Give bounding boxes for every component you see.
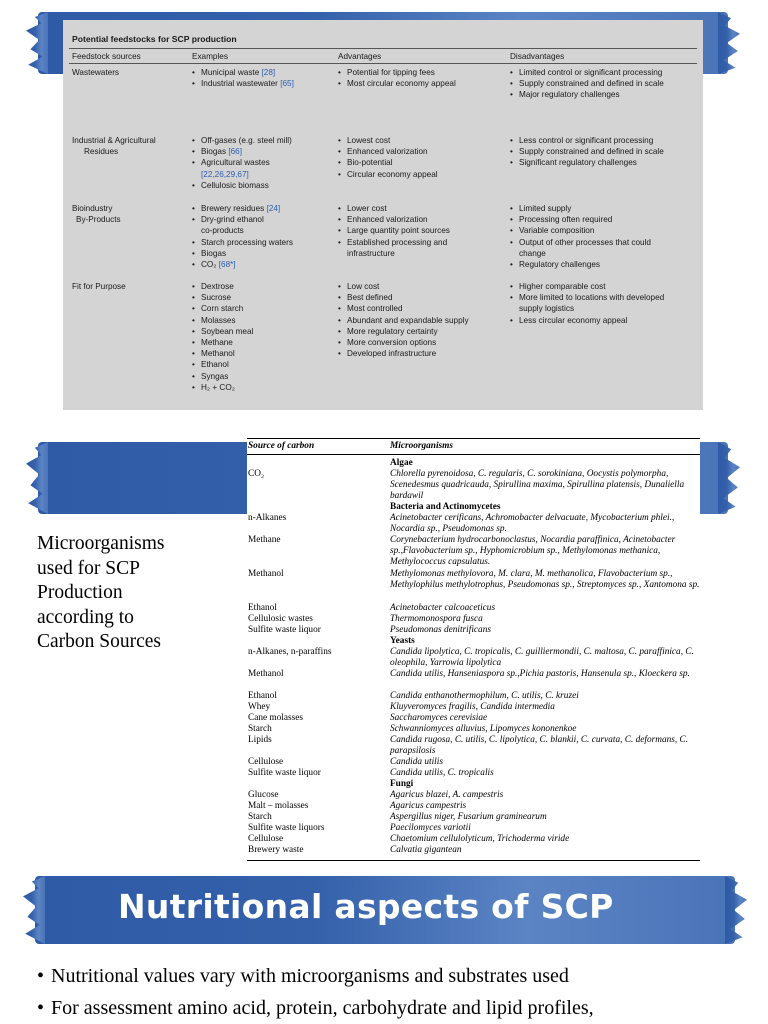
header-examples: Examples bbox=[192, 52, 228, 61]
row-byproducts-examples: • Brewery residues [24] • Dry-grind ethanol co-products • Starch processing waters • Biogas • CO₂ [68*] bbox=[192, 203, 327, 270]
header-feedstock-sources: Feedstock sources bbox=[72, 52, 141, 61]
table-bottom-rule bbox=[247, 860, 700, 861]
header-microorganisms: Microorganisms bbox=[390, 441, 454, 451]
side-caption: Microorganisms used for SCP Production according to Carbon Sources bbox=[37, 533, 165, 652]
group-yeasts: Yeasts bbox=[390, 636, 415, 646]
row-byproducts-source: Bioindustry By-Products bbox=[72, 204, 121, 225]
row-wastewaters-source: Wastewaters bbox=[72, 68, 120, 77]
header-rule bbox=[69, 63, 697, 64]
bullet-dot-icon: • bbox=[37, 997, 45, 1019]
bullet-dot-icon: • bbox=[37, 965, 45, 987]
row-residues-source: Industrial & Agricultural Residues bbox=[72, 136, 156, 157]
header-rule bbox=[247, 454, 700, 455]
row-fit-for-purpose-disadvantages: • Higher comparable cost • More limited to locations with developed supply logistics • Less circular economy appeal bbox=[510, 281, 685, 326]
group-bacteria-actinomycetes: Bacteria and Actinomycetes bbox=[390, 502, 501, 512]
table-top-rule bbox=[247, 438, 700, 439]
header-source-of-carbon: Source of carbon bbox=[248, 441, 315, 451]
row-byproducts-disadvantages: • Limited supply • Processing often required • Variable composition • Output of other processes that could change • Regulatory challenges bbox=[510, 203, 660, 270]
row-fit-for-purpose-source: Fit for Purpose bbox=[72, 282, 126, 291]
row-residues-disadvantages: • Less control or significant processing • Supply constrained and defined in scale • Significant regulatory challenges bbox=[510, 135, 695, 169]
group-fungi: Fungi bbox=[390, 779, 414, 789]
feedstocks-table bbox=[63, 20, 703, 410]
row-fit-for-purpose-examples: • Dextrose • Sucrose • Corn starch • Molasses • Soybean meal • Methane • Methanol • Ethanol • Syngas • H₂ + CO₂ bbox=[192, 281, 327, 393]
header-disadvantages: Disadvantages bbox=[510, 52, 565, 61]
group-algae: Algae bbox=[390, 458, 413, 468]
section-heading: Nutritional aspects of SCP bbox=[118, 887, 614, 926]
row-wastewaters-examples: • Municipal waste [28] • Industrial wastewater [65] bbox=[192, 67, 327, 89]
row-byproducts-advantages: • Lower cost • Enhanced valorization • Large quantity point sources • Established processing and infrastructure bbox=[338, 203, 473, 259]
bullet-item: • Nutritional values vary with microorganisms and substrates used bbox=[37, 965, 569, 987]
microorganisms-table: Source of carbon Microorganisms Algae CO₂ Chlorella pyrenoidosa, C. regularis, C. sorokiniana, Oocystis polymorpha, Scenedesmus quadricauda, Spirullina maxima, Spirullina platensis, Dunaliella bardawil Bacteria and Actinomycetes n-Alkanes Acinetobacter cerificans, Achromobacter delvacuate, Mycobacterium phlei., Nocardia sp., Pseudomonas sp. Methane Corynebacterium hydrocarbonoclastus, Nocardia paraffinica, Acinetobacter sp.,Flavobacterium sp., Hyphomicrobium sp., Methylomonas methanica, Methylococcus capsulatus. Methanol Methylomonas methylovora, M. clara, M. methanolica, Flavobacterium sp., Methylophilus methylotrophus, Pseudomonas sp., Streptomyces sp., Xantomona sp. Ethanol Acinetobacter calcoaceticus Cellulosic wastes Thermomonospora fusca Sulfite waste liquor Pseudomonas denitrificans Yeasts n-Alkanes, n-paraffins Candida lipolytica, C. tropicalis, C. guilliermondii, C. maltosa, C. paraffinica, C. oleophila, Yarrowia lipolytica Methanol Candida utilis, Hanseniaspora sp.,Pichia pastoris, Hansenula sp., Kloeckera sp. Ethanol Candida enthanothermophilum, C. utilis, C. kruzei Whey Kluyveromyces fragilis, Candida intermedia Cane molasses Saccharomyces cerevisiae Starch Schwanniomyces alluvius, Lipomyces kononenkoe Lipids Candida rugosa, C. utilis, C. lipolytica, C. blankii, C. curvata, C. deformans, C. parapsilosis Cellulose Candida utilis Sulfite waste liquor Candida utilis, C. tropicalis Fungi Glucose Agaricus blazei, A. campestris Malt – molasses Agaricus campestris Starch Aspergillus niger, Fusarium graminearum Sulfite waste liquors Paecilomyces variotii Cellulose Chaetomium cellulolyticum, Trichoderma viride Brewery waste Calvatia gigantean bbox=[247, 437, 700, 863]
table-top-rule bbox=[69, 48, 697, 49]
bullet-item: • For assessment amino acid, protein, carbohydrate and lipid profiles, bbox=[37, 997, 594, 1019]
header-advantages: Advantages bbox=[338, 52, 382, 61]
row-wastewaters-advantages: • Potential for tipping fees • Most circular economy appeal bbox=[338, 67, 503, 89]
table-title: Potential feedstocks for SCP production bbox=[72, 34, 237, 44]
row-fit-for-purpose-advantages: • Low cost • Best defined • Most controlled • Abundant and expandable supply • More regulatory certainty • More conversion options • Developed infrastructure bbox=[338, 281, 508, 359]
row-wastewaters-disadvantages: • Limited control or significant processing • Supply constrained and defined in scale • Major regulatory challenges bbox=[510, 67, 665, 101]
row-residues-examples: • Off-gases (e.g. steel mill) • Biogas [66] • Agricultural wastes [22,26,29,67] • Cellulosic biomass bbox=[192, 135, 327, 191]
row-residues-advantages: • Lowest cost • Enhanced valorization • Bio-potential • Circular economy appeal bbox=[338, 135, 503, 180]
